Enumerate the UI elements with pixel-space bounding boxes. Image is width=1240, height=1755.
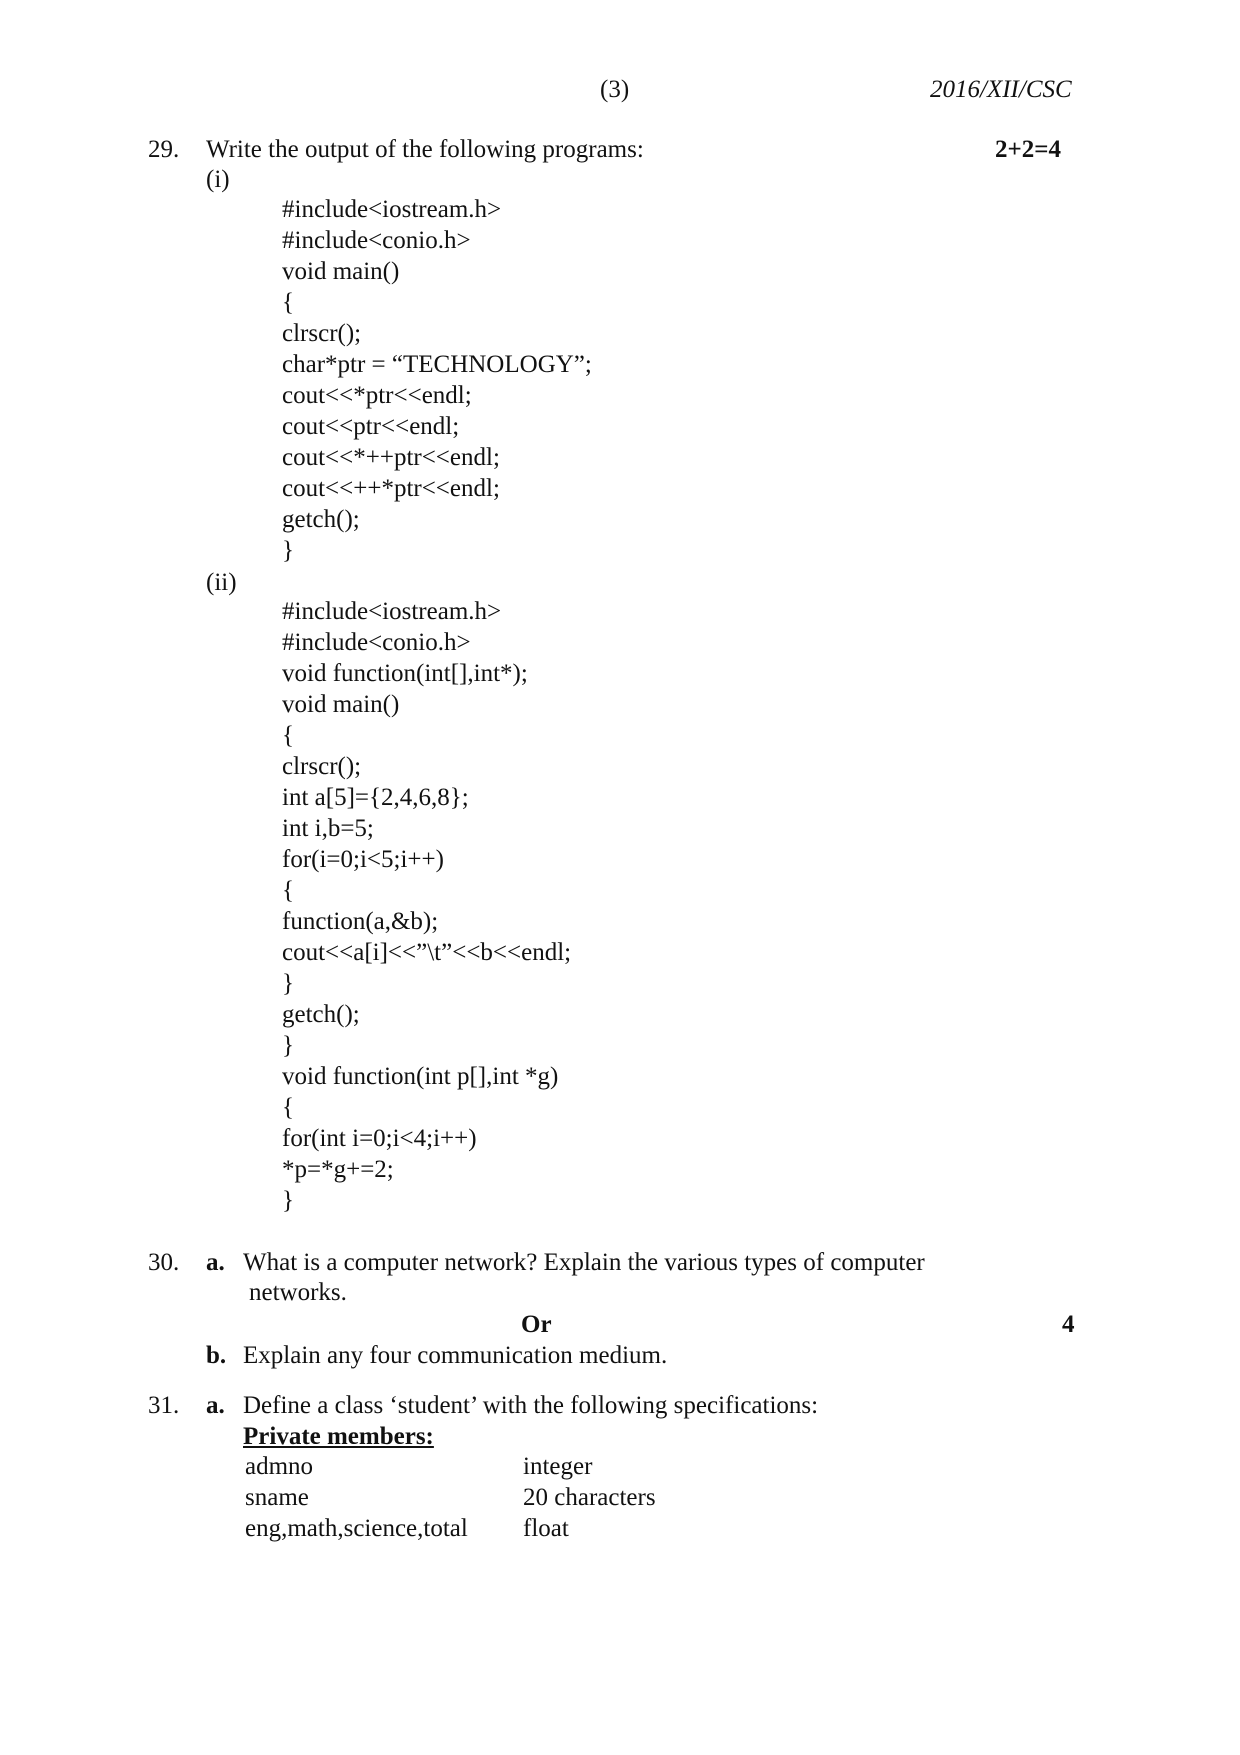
member-type: float: [523, 1515, 569, 1542]
code-line: char*ptr = “TECHNOLOGY”;: [282, 351, 592, 378]
code-line: getch();: [282, 1001, 360, 1028]
code-line: }: [282, 537, 294, 564]
code-line: for(int i=0;i<4;i++): [282, 1125, 477, 1152]
code-line: #include<iostream.h>: [282, 598, 502, 625]
question-31-number: 31.: [148, 1392, 180, 1419]
code-line: {: [282, 722, 294, 749]
code-line: void function(int p[],int *g): [282, 1063, 559, 1090]
code-line: int i,b=5;: [282, 815, 374, 842]
code-line: {: [282, 877, 294, 904]
member-name: sname: [245, 1484, 309, 1511]
question-30-number: 30.: [148, 1249, 180, 1276]
question-29-prompt: Write the output of the following programs:: [206, 136, 644, 163]
part-i-label: (i): [206, 166, 230, 193]
question-31a-text: Define a class ‘student’ with the following specifications:: [243, 1392, 819, 1419]
page-number: (3): [600, 76, 630, 103]
code-line: clrscr();: [282, 753, 362, 780]
code-line: {: [282, 289, 294, 316]
code-line: }: [282, 1187, 294, 1214]
member-name: admno: [245, 1453, 314, 1480]
question-29-number: 29.: [148, 136, 180, 163]
code-line: function(a,&b);: [282, 908, 439, 935]
code-line: cout<<ptr<<endl;: [282, 413, 460, 440]
code-line: clrscr();: [282, 320, 362, 347]
code-line: void function(int[],int*);: [282, 660, 528, 687]
question-30a-label: a.: [206, 1249, 225, 1276]
code-line: {: [282, 1094, 294, 1121]
code-line: #include<conio.h>: [282, 227, 471, 254]
code-line: #include<conio.h>: [282, 629, 471, 656]
member-name: eng,math,science,total: [245, 1515, 468, 1542]
member-type: 20 characters: [523, 1484, 656, 1511]
code-line: cout<<*++ptr<<endl;: [282, 444, 500, 471]
or-separator: Or: [521, 1311, 552, 1338]
code-line: int a[5]={2,4,6,8};: [282, 784, 469, 811]
code-line: getch();: [282, 506, 360, 533]
question-31a-label: a.: [206, 1392, 225, 1419]
code-line: }: [282, 970, 294, 997]
code-line: #include<iostream.h>: [282, 196, 502, 223]
code-line: }: [282, 1032, 294, 1059]
question-30a-text-continued: networks.: [249, 1279, 347, 1306]
code-line: cout<<*ptr<<endl;: [282, 382, 472, 409]
code-line: void main(): [282, 691, 400, 718]
private-members-heading: Private members:: [243, 1423, 434, 1450]
part-ii-label: (ii): [206, 569, 237, 596]
code-line: for(i=0;i<5;i++): [282, 846, 444, 873]
question-29-marks: 2+2=4: [995, 136, 1061, 163]
code-line: cout<<++*ptr<<endl;: [282, 475, 500, 502]
code-line: *p=*g+=2;: [282, 1156, 394, 1183]
paper-code: 2016/XII/CSC: [930, 76, 1072, 103]
question-30b-text: Explain any four communication medium.: [243, 1342, 668, 1369]
code-line: void main(): [282, 258, 400, 285]
question-30a-text: What is a computer network? Explain the various types of computer: [243, 1249, 925, 1276]
member-type: integer: [523, 1453, 593, 1480]
code-line: cout<<a[i]<<”\t”<<b<<endl;: [282, 939, 572, 966]
question-30-marks: 4: [1062, 1311, 1075, 1338]
question-30b-label: b.: [206, 1342, 227, 1369]
